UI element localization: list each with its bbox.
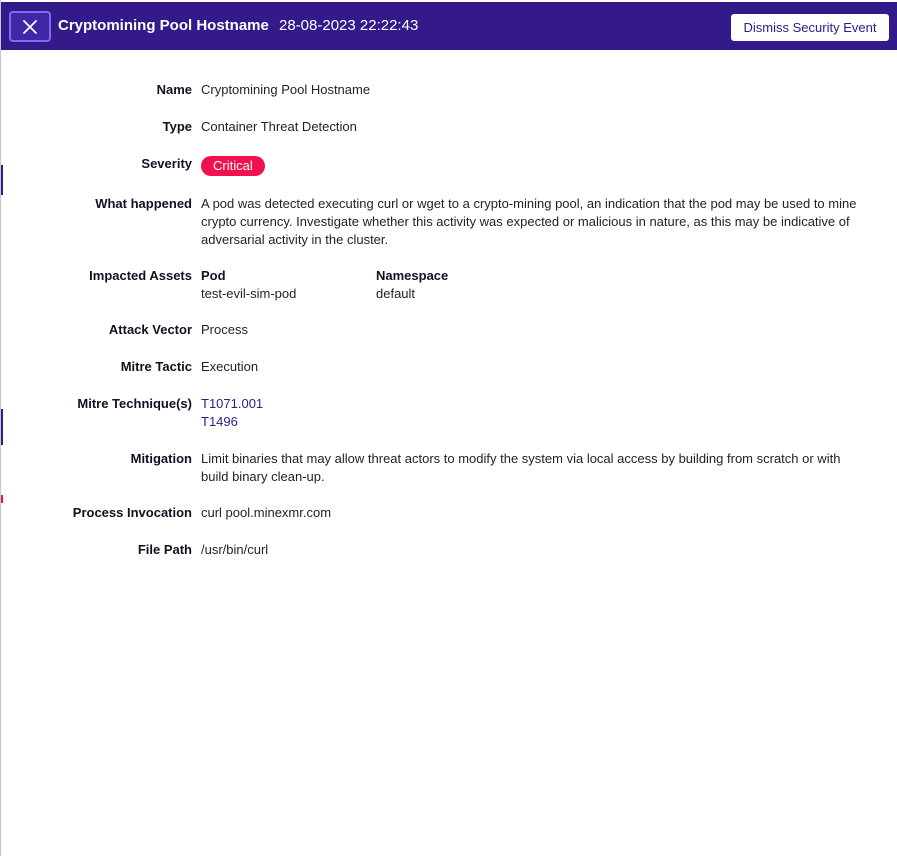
mitre-technique-link[interactable]: T1496 [201, 414, 238, 429]
mitre-tactic-value: Execution [201, 359, 259, 374]
mitre-techniques-list [201, 395, 263, 431]
pod-value: test-evil-sim-pod [201, 286, 297, 301]
name-value: Cryptomining Pool Hostname [201, 82, 371, 97]
dismiss-security-event-button[interactable]: Dismiss Security Event [731, 14, 889, 41]
mitre-technique-link[interactable]: T1071.001 [201, 396, 264, 411]
file-path-label: File Path [137, 542, 192, 557]
panel-header [1, 2, 897, 50]
pod-column [201, 267, 296, 303]
attack-vector-label: Attack Vector [108, 322, 192, 337]
left-edge-accent [1, 409, 3, 445]
namespace-value: default [376, 286, 416, 301]
file-path-value: /usr/bin/curl [201, 542, 269, 557]
left-edge-accent [1, 495, 3, 503]
process-invocation-value: curl pool.minexmr.com [201, 505, 332, 520]
impacted-assets-label: Impacted Assets [89, 268, 192, 283]
namespace-header: Namespace [376, 268, 449, 283]
name-label: Name [156, 82, 192, 97]
mitre-tactic-label: Mitre Tactic [120, 359, 192, 374]
process-invocation-label: Process Invocation [72, 505, 192, 520]
left-edge-accent [1, 165, 3, 195]
mitigation-value: Limit binaries that may allow threat actors to modify the system via local access by building from scratch or with build binary clean-up. [201, 451, 841, 484]
namespace-column [376, 267, 448, 303]
attack-vector-value: Process [201, 322, 248, 337]
severity-badge: Critical [201, 156, 265, 176]
what-happened-label: What happened [95, 196, 192, 211]
mitre-techniques-label: Mitre Technique(s) [77, 396, 192, 411]
type-value: Container Threat Detection [201, 119, 357, 134]
what-happened-value: A pod was detected executing curl or wget to a crypto-mining pool, an indication that the pod may be used to mine crypto currency. Investigate whether this activity was expected or malicious in nature, as this may be indicative of adversarial activity in the cluster. [201, 196, 857, 247]
type-label: Type [162, 119, 192, 134]
severity-label: Severity [141, 156, 192, 171]
event-title: Cryptomining Pool Hostname [58, 17, 269, 34]
mitigation-label: Mitigation [130, 451, 192, 466]
close-button[interactable] [9, 11, 51, 42]
close-icon [22, 19, 38, 35]
event-timestamp: 28-08-2023 22:22:43 [279, 17, 419, 34]
pod-header: Pod [201, 268, 226, 283]
